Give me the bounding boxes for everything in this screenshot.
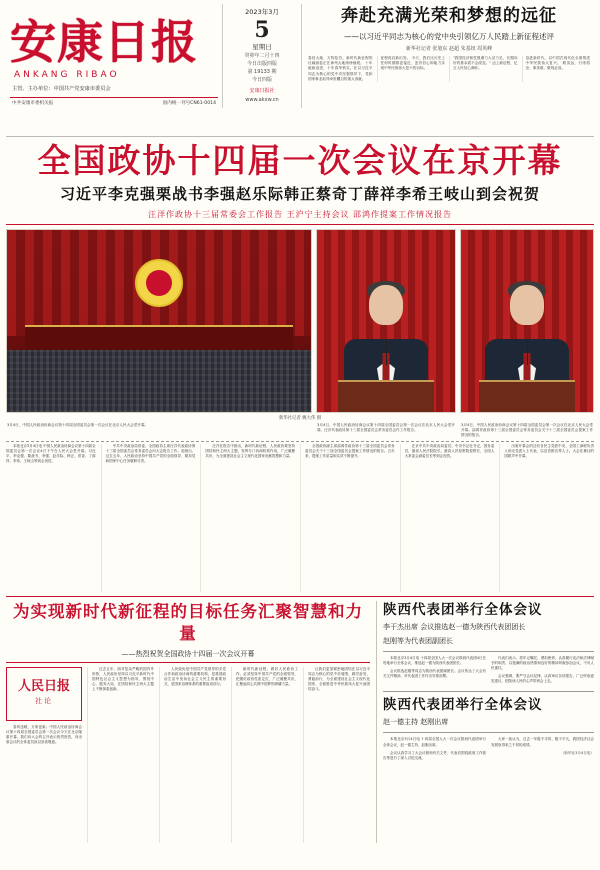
wang-yang-photo [316,229,456,413]
story-column [300,444,395,592]
right-story-2 [383,696,594,763]
main-kicker: 汪洋作政协十三届常委会工作报告 王沪宁主持会议 邵鸿作提案工作情况报告 [147,210,453,219]
editorial-subtitle: ——热烈祝贺全国政协十四届一次会议开幕 [121,650,255,658]
photo-caption: 3月4日，中国人民政治协商会议第十四届全国委员会第一次会议在北京人民大会堂开幕。 [7,423,149,427]
editorial-block [6,601,370,843]
photo-row [6,229,594,413]
logo-foot-right: 国内统一刊号CN61-0014 [162,101,216,106]
date-ymd: 2023年3月 [245,8,279,16]
lead-column: 春回大地，万物复苏。新时代新征程的壮阔画卷正在神州大地徐徐铺展。 十年砥砺奋进，十年春华秋实。在以习近平同志为核心的党中央坚强领导下，党和国家事业取得举世瞩目的重大成就。 [308,56,373,81]
logo-footer [6,100,222,106]
headline-divider [6,224,594,225]
right-story-columns [383,737,594,763]
lead-article [302,4,594,82]
editorial-paragraph: 新时代新征程，做好人民政协工作，必须坚持中国共产党的全面领导，把握好政协性质定位，广泛凝聚共识，汇聚起同心共圆中国梦的磅礴力量。 [236,667,298,687]
editorial-divider [6,662,370,663]
right-story-paragraph: 代表们表示，将牢记嘱托、勇担使命，认真履行宪法和法律赋予的职责，以饱满的政治热情和良好的精神风貌参加会议，不负人民重托。 [491,656,594,671]
renmin-ribao-stamp [6,667,82,721]
photo-captions [6,421,594,438]
main-headline-band [6,142,594,220]
date-lunar: 癸卯年二月十四 [244,53,280,59]
paper-pinyin: ANKANG RIBAO [14,70,120,80]
main-headline: 全国政协十四届一次会议在京开幕 [37,141,563,180]
lead-column: "我国经济韧性强潜力大活力足，长期向好的基本面不会改变。" 迈上新征程，亿万人民信心满怀。 [449,56,518,82]
editorial-paragraph: 让我们更加紧密地团结在以习近平同志为核心的党中央周围，踔厉奋发、勇毅前行，为全面建设社会主义现代化国家、全面推进中华民族伟大复兴而团结奋斗。 [308,667,370,692]
story-paragraph: 中共中央政治局常委、全国政协主席汪洋代表政协第十三届全国委员会常务委员会向大会报告工作。他指出，过去五年，人民政协坚持中国共产党的全面领导，紧扣党和国家中心任务履职尽责。 [105,444,196,464]
photo-caption: 3月4日，中国人民政治协商会议第十四届全国委员会第一次会议在北京人民大会堂开幕。邵鸿作政协第十三届全国委员会常务委员会关于十三届全国委员会提案工作情况的报告。 [461,423,593,437]
right-story-column [491,737,594,763]
editorial-paragraph: 春风送暖，万象更新。中国人民政治协商会议第十四届全国委员会第一次会议今天在北京隆重开幕。我们向大会的召开表示热烈祝贺，向出席会议的全体委员致以崇高敬意。 [6,725,82,745]
right-story-footer: （新华社3月4日电） [560,750,594,755]
lower-divider [6,596,594,597]
story-paragraph: 本报北京3月4日电 中国人民政治协商会议第十四届全国委员会第一次会议4日下午在人民大会堂开幕。习近平、李克强、栗战书、李强、赵乐际、韩正、蔡奇、丁薛祥、李希、王岐山等到会祝贺。 [6,444,96,464]
right-story-title: 陕西代表团举行全体会议 [383,697,543,714]
right-story-subtitle: 李干杰出席 会议推选赵一德为陕西代表团团长 [383,623,526,631]
right-story-paragraph: 会议强调，要严守会议纪律，认真审议各项报告，广泛听取意见建议，把陕西人民的心声带到会上去。 [491,674,594,684]
story-column [499,444,594,592]
date-pages: 今日出版四版 [246,61,277,67]
right-column [376,601,594,843]
right-story-paragraph: 会议认真学习了大会议程和有关文件，代表们围绕政府工作报告等进行了深入讨论交流。 [383,750,486,760]
story-column [6,444,96,592]
lower-section [6,601,594,843]
lead-title: 奔赴充满光荣和梦想的远征 [341,6,557,26]
story-column [400,444,495,592]
masthead [6,4,594,137]
paper-sponsor: 主管、主办单位：中国共产党安康市委员会 [12,86,111,92]
editorial-title: 为实现新时代新征程的目标任务汇聚智慧和力量 [13,602,363,643]
section-divider [6,441,594,442]
editorial-column [231,667,298,843]
date-weekday: 星期日 [252,43,272,51]
story-paragraph: 出席开幕会的还有各民主党派中央、全国工商联负责人和无党派人士代表，以及首都各界人士。大会在雄壮的国歌声中开幕。 [504,444,594,459]
lead-subtitle: ——以习近平同志为核心的党中央引领亿万人民踏上新征程述评 [344,32,554,41]
right-story-divider [383,732,594,733]
date-today: 今日四版 [251,77,272,83]
logo-divider [10,97,218,98]
right-story-columns [383,656,594,687]
shao-hong-photo [460,229,594,413]
photo-caption: 3月4日，中国人民政治协商会议第十四届全国委员会第一次会议在北京人民大会堂开幕。汪洋代表政协第十三届全国委员会常务委员会作工作报告。 [317,423,455,432]
story-paragraph: 在京中共中央政治局委员、中央书记处书记，国务委员，最高人民法院院长，最高人民检察院检察长，全国人大常委会副委员长等到会祝贺。 [404,444,495,459]
editorial-column [159,667,226,843]
date-publisher: 安康日报社 [249,88,275,94]
meeting-hall-photo [6,229,312,413]
right-story-divider [383,651,594,652]
right-story-subtitle: 赵刚等为代表团副团长 [383,637,453,645]
right-story-column [491,656,594,687]
story-paragraph: 汪洋在报告中指出，新时代新征程，人民政协要坚持团结和民主两大主题，发挥专门协商机构作用，广泛凝聚共识，为全面建设社会主义现代化国家贡献智慧和力量。 [205,444,296,459]
editorial-paragraph: 过去五年，面对复杂严峻的国内外形势，人民政协坚持以习近平新时代中国特色社会主义思想为指导，围绕中心、服务大局，在团结和民主两大主题上不断探索创新。 [92,667,154,692]
editorial-column [6,667,82,843]
right-story-paragraph: 会议推选赵刚等同志为陕西代表团副团长。会议传达了大会有关文件精神，对代表团工作作出安排部署。 [383,669,486,679]
right-section-divider [383,691,594,692]
editorial-columns [6,667,370,843]
main-subheadline: 习近平李克强栗战书李强赵乐际韩正蔡奇丁薛祥李希王岐山到会祝贺 [59,185,540,203]
date-website[interactable]: www.akxw.cn [245,97,279,103]
lead-column: 奋进新时代，以中国式现代化全面推进中华民族伟大复兴。 路虽远，行则将至；事虽难，做则必成。 [522,56,591,82]
right-story-subtitle: 赵一德主持 赵刚出席 [383,718,449,727]
lead-columns [308,56,590,82]
right-story-paragraph: 本报北京3月4日电 十四届全国人大一次会议陕西代表团4日在驻地举行全体会议，推选赵一德为陕西代表团团长。 [383,656,486,666]
right-story-title: 陕西代表团举行全体会议 [383,602,543,618]
editorial-column [87,667,154,843]
lead-byline: 新华社记者 张旭东 赵超 朱基钗 周英峰 [405,46,493,52]
right-story-paragraph: 大家一致认为，过去一年极不寻常、极不平凡，我国经济社会发展取得来之不易的成绩。 [491,737,594,747]
date-issue: 第 19133 期 [247,69,277,75]
editorial-column [303,667,370,843]
right-story-column [383,737,486,763]
story-paragraph: 全国政协副主席邵鸿作政协第十三届全国委员会常务委员会关于十三届全国委员会提案工作情况的报告。五年来，提案工作质量和实效不断提升。 [305,444,395,459]
date-block [222,4,302,108]
editorial-paragraph: 人民政协是中国共产党领导的多党合作和政治协商的重要机构，是我国政治生活中发扬社会主义民主的重要形式，是国家治理体系的重要组成部分。 [164,667,226,687]
main-story-columns [6,444,594,592]
stamp-subtitle: 社论 [35,697,53,705]
paper-logo [6,4,222,106]
date-day: 5 [254,17,270,43]
right-story-1 [383,601,594,687]
story-column [101,444,196,592]
logo-foot-left: 中共安康市委机关报 [12,101,54,106]
lead-column: 征程再启新出发。 今天，我们比历史上任何时期都更接近、更有信心和能力实现中华民族伟大复兴的目标。 [377,56,446,82]
cppcc-emblem-icon [135,259,183,307]
photo-credit: 新华社记者 姚大伟 摄 [278,416,322,421]
right-story-paragraph: 本报北京3月4日电 十四届全国人大一次会议陕西代表团举行全体会议，赵一德主持，赵刚出席。 [383,737,486,747]
story-column [200,444,295,592]
right-story-column [383,656,486,687]
paper-title: 安康日报 [10,15,198,69]
stamp-title: 人民日报 [17,679,70,694]
